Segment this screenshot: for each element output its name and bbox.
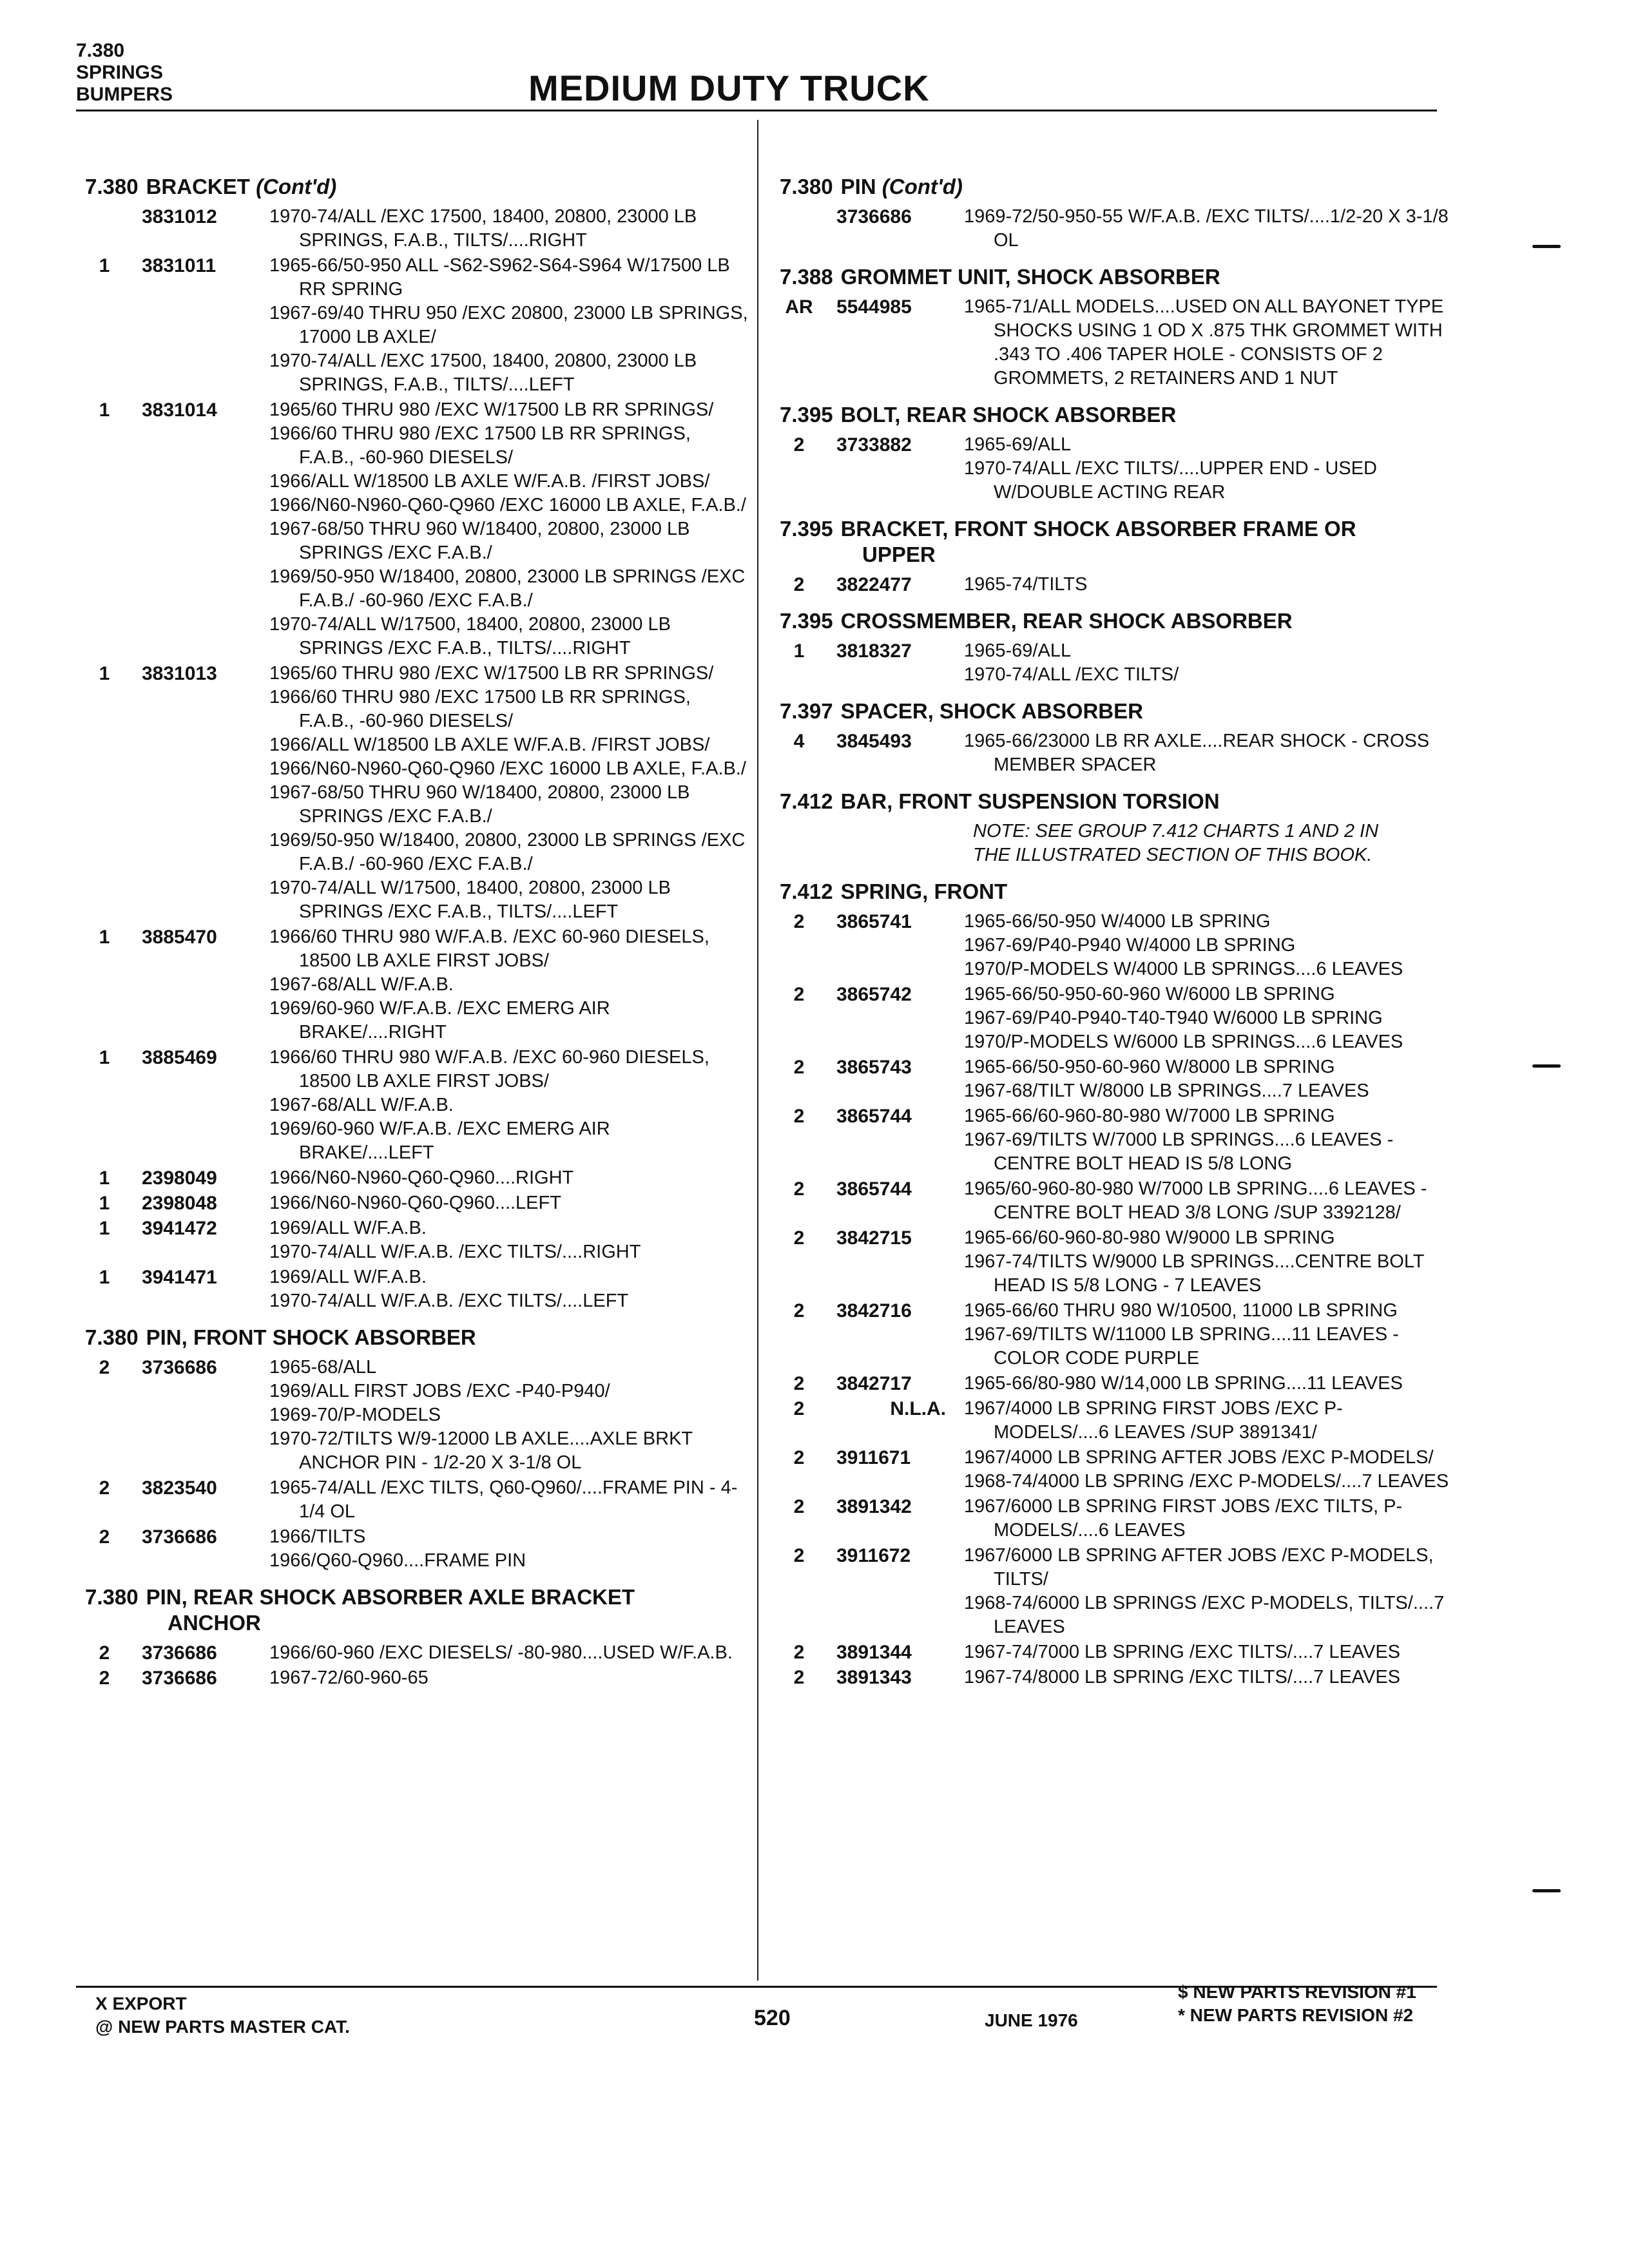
part-number: 3891344: [836, 1642, 912, 1663]
header-section-code: [76, 40, 173, 106]
part-entry: [780, 1299, 1456, 1370]
part-number: 3842715: [836, 1227, 912, 1249]
section-number: 7.395: [780, 517, 833, 541]
part-number: 2398048: [142, 1193, 217, 1214]
part-number: 5544985: [836, 296, 912, 318]
application-line: 1965-66/50-950 W/4000 LB SPRING: [964, 911, 1271, 932]
part-entry: [780, 639, 1456, 687]
part-number: 3736686: [836, 206, 912, 227]
part-number: 3818327: [836, 640, 912, 662]
application-line: 1965-66/60 THRU 980 W/10500, 11000 LB SPRING: [964, 1300, 1398, 1321]
application-line: 1967/4000 LB SPRING AFTER JOBS /EXC P-MODELS/: [964, 1447, 1434, 1468]
application-line: 1966/60 THRU 980 W/F.A.B. /EXC 60-960 DIESELS, 18500 LB AXLE FIRST JOBS/: [269, 927, 709, 971]
section-number: 7.395: [780, 609, 833, 633]
application-line: 1966/60-960 /EXC DIESELS/ -80-980....USED W/F.A.B.: [269, 1642, 733, 1663]
section-heading: [780, 516, 1456, 568]
application-line: 1967/6000 LB SPRING AFTER JOBS /EXC P-MODELS, TILTS/: [964, 1545, 1434, 1590]
application-line: 1967-69/40 THRU 950 /EXC 20800, 23000 LB SPRINGS, 17000 LB AXLE/: [269, 303, 748, 347]
application-line: 1969/60-960 W/F.A.B. /EXC EMERG AIR BRAKE/....LEFT: [269, 1119, 610, 1163]
quantity: 2: [793, 1057, 805, 1078]
section-title: PIN, REAR SHOCK ABSORBER AXLE BRACKET: [146, 1585, 635, 1609]
application-list: [964, 1495, 1456, 1542]
section-heading: [85, 174, 749, 200]
application-list: [269, 1191, 749, 1215]
application-line: 1966/60 THRU 980 W/F.A.B. /EXC 60-960 DIESELS, 18500 LB AXLE FIRST JOBS/: [269, 1047, 709, 1091]
section-title: BOLT, REAR SHOCK ABSORBER: [840, 403, 1177, 427]
application-line: 1969/50-950 W/18400, 20800, 23000 LB SPRINGS /EXC F.A.B./ -60-960 /EXC F.A.B./: [269, 830, 746, 874]
application-line: 1968-74/4000 LB SPRING /EXC P-MODELS/....7 LEAVES: [964, 1471, 1449, 1492]
application-line: 1969/ALL FIRST JOBS /EXC -P40-P940/: [269, 1381, 610, 1401]
application-line: 1970-74/ALL /EXC TILTS/....UPPER END - USED W/DOUBLE ACTING REAR: [964, 458, 1377, 503]
quantity: 2: [793, 1496, 805, 1517]
part-number: 3736686: [142, 1357, 217, 1378]
application-line: 1967-68/TILT W/8000 LB SPRINGS....7 LEAVES: [964, 1081, 1369, 1101]
quantity: 2: [99, 1477, 110, 1499]
part-number: 3865743: [836, 1057, 912, 1078]
part-entry: [780, 1640, 1456, 1664]
application-line: 1965-66/80-980 W/14,000 LB SPRING....11 LEAVES: [964, 1373, 1403, 1394]
quantity: 2: [793, 1667, 805, 1688]
continued-label: (Cont'd): [256, 175, 337, 198]
footer-legend-left: [95, 1992, 350, 2039]
section-heading: [780, 698, 1456, 724]
section-number: 7.380: [85, 1585, 139, 1609]
quantity: 1: [99, 1218, 110, 1239]
application-list: [964, 1397, 1456, 1445]
part-number: 3885470: [142, 927, 217, 948]
section-title: BRACKET: [146, 175, 250, 198]
quantity: 4: [793, 731, 805, 752]
application-list: [269, 1476, 749, 1524]
section-number: 7.380: [85, 175, 139, 198]
footer-legend-right: [1178, 1981, 1416, 2027]
application-line: 1965-74/ALL /EXC TILTS, Q60-Q960/....FRAME PIN - 4-1/4 OL: [269, 1477, 738, 1522]
margin-mark: [1532, 1889, 1561, 1892]
application-line: 1967-69/P40-P940 W/4000 LB SPRING: [964, 935, 1296, 956]
application-list: [964, 1226, 1456, 1298]
section-number: 7.395: [780, 403, 833, 427]
section-heading: [780, 174, 1456, 200]
margin-mark: [1532, 245, 1561, 248]
header-divider: [76, 110, 1437, 111]
application-line: 1967-74/TILTS W/9000 LB SPRINGS....CENTRE BOLT HEAD IS 5/8 LONG - 7 LEAVES: [964, 1251, 1424, 1296]
section-note: THE ILLUSTRATED SECTION OF THIS BOOK.: [973, 845, 1373, 865]
part-entry: [85, 1356, 749, 1475]
part-entry: [780, 910, 1456, 981]
application-line: 1967-68/50 THRU 960 W/18400, 20800, 23000 LB SPRINGS /EXC F.A.B./: [269, 782, 690, 827]
part-entry: [85, 925, 749, 1044]
part-number: 3865742: [836, 984, 912, 1005]
application-line: 1966/ALL W/18500 LB AXLE W/F.A.B. /FIRST JOBS/: [269, 471, 710, 492]
quantity: AR: [785, 296, 813, 318]
quantity: 2: [793, 574, 805, 595]
part-number: 3831011: [142, 255, 217, 276]
part-number: 3736686: [142, 1526, 217, 1548]
application-list: [964, 573, 1456, 597]
application-line: 1970/P-MODELS W/6000 LB SPRINGS....6 LEAVES: [964, 1032, 1403, 1052]
application-line: 1970-74/ALL W/17500, 18400, 20800, 23000 LB SPRINGS /EXC F.A.B., TILTS/....LEFT: [269, 878, 671, 922]
part-entry: [85, 1641, 749, 1665]
application-line: 1965-74/TILTS: [964, 574, 1088, 595]
part-number: 3885469: [142, 1047, 217, 1068]
application-line: 1970-74/ALL /EXC TILTS/: [964, 664, 1179, 685]
part-number: 3941472: [142, 1218, 217, 1239]
header-category-1: SPRINGS: [76, 62, 164, 83]
application-line: 1967-68/ALL W/F.A.B.: [269, 974, 454, 995]
section-heading: [780, 789, 1456, 814]
application-line: 1966/N60-N960-Q60-Q960....LEFT: [269, 1193, 561, 1213]
application-list: [964, 1372, 1456, 1396]
section-number: 7.388: [780, 265, 833, 289]
application-list: [269, 1666, 749, 1690]
quantity: 2: [793, 1398, 805, 1419]
application-list: [269, 1356, 749, 1475]
part-entry: [85, 1046, 749, 1165]
application-line: 1966/N60-N960-Q60-Q960 /EXC 16000 LB AXLE, F.A.B./: [269, 758, 746, 779]
section-title: PIN: [840, 175, 876, 198]
part-entry: [780, 295, 1456, 390]
part-number: 3823540: [142, 1477, 217, 1499]
left-column: [85, 162, 749, 1691]
part-entry: [780, 1372, 1456, 1396]
application-line: 1966/ALL W/18500 LB AXLE W/F.A.B. /FIRST JOBS/: [269, 735, 710, 755]
application-line: 1967-68/50 THRU 960 W/18400, 20800, 23000 LB SPRINGS /EXC F.A.B./: [269, 519, 690, 563]
quantity: 1: [99, 255, 110, 276]
quantity: 1: [793, 640, 805, 662]
application-list: [964, 1104, 1456, 1176]
quantity: 1: [99, 927, 110, 948]
application-line: 1966/60 THRU 980 /EXC 17500 LB RR SPRINGS, F.A.B., -60-960 DIESELS/: [269, 423, 691, 468]
section-title-continued: UPPER: [862, 543, 936, 566]
column-divider: [757, 120, 758, 1981]
application-line: 1967-68/ALL W/F.A.B.: [269, 1095, 454, 1115]
section-title-continued: ANCHOR: [168, 1611, 261, 1635]
application-line: 1965-66/50-950 ALL -S62-S962-S64-S964 W/17500 LB RR SPRING: [269, 255, 730, 300]
part-entry: [780, 1446, 1456, 1494]
part-number: 3842716: [836, 1300, 912, 1321]
quantity: 2: [793, 1106, 805, 1127]
application-list: [964, 205, 1456, 253]
footer-export: X EXPORT: [95, 1994, 187, 2013]
part-entry: [780, 1666, 1456, 1689]
part-number: 2398049: [142, 1168, 217, 1189]
section-number: 7.412: [780, 879, 833, 903]
part-entry: [780, 205, 1456, 253]
part-entry: [85, 398, 749, 660]
application-line: 1965/60 THRU 980 /EXC W/17500 LB RR SPRINGS/: [269, 663, 714, 684]
application-line: 1970-74/ALL W/F.A.B. /EXC TILTS/....RIGHT: [269, 1242, 641, 1262]
application-line: 1968-74/6000 LB SPRINGS /EXC P-MODELS, TILTS/....7 LEAVES: [964, 1593, 1445, 1637]
section-title: BAR, FRONT SUSPENSION TORSION: [840, 789, 1220, 813]
quantity: 2: [793, 911, 805, 932]
section-heading: [85, 1325, 749, 1350]
application-list: [964, 910, 1456, 981]
part-entry: [780, 983, 1456, 1054]
quantity: 1: [99, 1193, 110, 1214]
footer-date: JUNE 1976: [985, 2010, 1078, 2030]
section-number: 7.397: [780, 699, 833, 723]
footer-master: @ NEW PARTS MASTER CAT.: [95, 2017, 350, 2037]
section-heading: [85, 1584, 749, 1636]
application-list: [964, 729, 1456, 777]
part-number: 3733882: [836, 434, 912, 456]
application-list: [269, 1216, 749, 1264]
section-title: SPRING, FRONT: [840, 879, 1008, 903]
application-line: 1966/N60-N960-Q60-Q960 /EXC 16000 LB AXLE, F.A.B./: [269, 495, 746, 515]
application-line: 1970-74/ALL /EXC 17500, 18400, 20800, 23000 LB SPRINGS, F.A.B., TILTS/....LEFT: [269, 351, 697, 395]
part-number: 3911671: [836, 1447, 911, 1468]
application-list: [964, 983, 1456, 1054]
application-list: [964, 1446, 1456, 1494]
application-line: 1965-66/50-950-60-960 W/8000 LB SPRING: [964, 1057, 1335, 1077]
part-entry: [780, 573, 1456, 597]
application-list: [269, 398, 749, 660]
part-number: 3736686: [142, 1642, 217, 1664]
quantity: 1: [99, 1047, 110, 1068]
section-title: GROMMET UNIT, SHOCK ABSORBER: [840, 265, 1220, 289]
section-heading: [780, 608, 1456, 634]
application-line: 1965-66/50-950-60-960 W/6000 LB SPRING: [964, 984, 1335, 1004]
application-line: 1965-69/ALL: [964, 640, 1072, 661]
part-entry: [780, 729, 1456, 777]
footer-revision-2: * NEW PARTS REVISION #2: [1178, 2005, 1414, 2025]
application-line: 1965-71/ALL MODELS....USED ON ALL BAYONET TYPE SHOCKS USING 1 OD X .875 THK GROMMET WITH .343 TO .406 TAPER HOLE - CONSISTS OF 2 GROMMETS, 2 RETAINERS AND 1 NUT: [964, 296, 1444, 389]
application-line: 1967-69/TILTS W/7000 LB SPRINGS....6 LEAVES - CENTRE BOLT HEAD IS 5/8 LONG: [964, 1129, 1394, 1174]
section-title: PIN, FRONT SHOCK ABSORBER: [146, 1325, 476, 1349]
application-line: 1970-72/TILTS W/9-12000 LB AXLE....AXLE BRKT ANCHOR PIN - 1/2-20 X 3-1/8 OL: [269, 1428, 693, 1473]
application-line: 1966/60 THRU 980 /EXC 17500 LB RR SPRINGS, F.A.B., -60-960 DIESELS/: [269, 687, 691, 731]
section-number: 7.380: [85, 1325, 139, 1349]
part-number: 3911672: [836, 1545, 911, 1566]
application-line: 1969/50-950 W/18400, 20800, 23000 LB SPRINGS /EXC F.A.B./ -60-960 /EXC F.A.B./: [269, 566, 746, 611]
application-list: [269, 254, 749, 397]
part-entry: [85, 1525, 749, 1573]
application-line: 1967/4000 LB SPRING FIRST JOBS /EXC P-MODELS/....6 LEAVES /SUP 3891341/: [964, 1398, 1343, 1443]
section-title: CROSSMEMBER, REAR SHOCK ABSORBER: [840, 609, 1293, 633]
part-entry: [780, 433, 1456, 505]
application-line: 1969/60-960 W/F.A.B. /EXC EMERG AIR BRAKE/....RIGHT: [269, 998, 610, 1043]
quantity: 2: [793, 1545, 805, 1566]
part-entry: [780, 1397, 1456, 1445]
quantity: 2: [793, 1227, 805, 1249]
section-heading: [780, 402, 1456, 428]
part-entry: [780, 1177, 1456, 1225]
quantity: 2: [793, 1642, 805, 1663]
application-line: 1967-69/TILTS W/11000 LB SPRING....11 LEAVES - COLOR CODE PURPLE: [964, 1324, 1399, 1369]
application-list: [964, 1666, 1456, 1689]
header-code: 7.380: [76, 40, 125, 61]
section-heading: [780, 264, 1456, 290]
application-list: [269, 1641, 749, 1665]
part-entry: [85, 254, 749, 397]
application-line: 1965-66/23000 LB RR AXLE....REAR SHOCK - CROSS MEMBER SPACER: [964, 731, 1430, 775]
application-list: [964, 433, 1456, 505]
application-line: 1965/60 THRU 980 /EXC W/17500 LB RR SPRINGS/: [269, 399, 714, 420]
part-entry: [780, 1055, 1456, 1103]
section-title: BRACKET, FRONT SHOCK ABSORBER FRAME OR: [840, 517, 1356, 541]
part-number: 3845493: [836, 731, 912, 752]
application-line: 1970-74/ALL /EXC 17500, 18400, 20800, 23000 LB SPRINGS, F.A.B., TILTS/....RIGHT: [269, 206, 697, 251]
section-title: SPACER, SHOCK ABSORBER: [840, 699, 1143, 723]
quantity: 2: [99, 1667, 110, 1689]
quantity: 2: [793, 1178, 805, 1200]
application-line: 1966/Q60-Q960....FRAME PIN: [269, 1550, 526, 1571]
application-list: [964, 639, 1456, 687]
page-title: MEDIUM DUTY TRUCK: [528, 68, 930, 108]
application-list: [964, 1544, 1456, 1639]
part-number: 3736686: [142, 1667, 217, 1689]
quantity: 2: [793, 434, 805, 456]
page-number: 520: [754, 2006, 791, 2030]
part-entry: [85, 1191, 749, 1215]
application-line: 1965/60-960-80-980 W/7000 LB SPRING....6 LEAVES - CENTRE BOLT HEAD 3/8 LONG /SUP 3392128/: [964, 1178, 1427, 1223]
application-list: [269, 1525, 749, 1573]
application-line: 1970-74/ALL W/17500, 18400, 20800, 23000 LB SPRINGS /EXC F.A.B., TILTS/....RIGHT: [269, 614, 671, 658]
quantity: 2: [793, 984, 805, 1005]
application-line: 1965-68/ALL: [269, 1357, 377, 1378]
application-line: 1966/TILTS: [269, 1526, 366, 1547]
section-heading: [780, 879, 1456, 905]
quantity: 2: [793, 1373, 805, 1394]
quantity: 1: [99, 1267, 110, 1288]
application-line: 1967-74/8000 LB SPRING /EXC TILTS/....7 LEAVES: [964, 1667, 1401, 1687]
quantity: 2: [99, 1357, 110, 1378]
application-line: 1970-74/ALL W/F.A.B. /EXC TILTS/....LEFT: [269, 1291, 629, 1311]
part-entry: [85, 662, 749, 924]
application-line: 1967-72/60-960-65: [269, 1667, 429, 1688]
application-list: [964, 295, 1456, 390]
part-number: 3831012: [142, 206, 217, 227]
part-entry: [85, 1666, 749, 1690]
quantity: 1: [99, 399, 110, 421]
footer-revision-1: $ NEW PARTS REVISION #1: [1178, 1982, 1416, 2002]
section-note: NOTE: SEE GROUP 7.412 CHARTS 1 AND 2 IN: [973, 821, 1379, 841]
section-number: 7.380: [780, 175, 833, 198]
part-entry: [780, 1495, 1456, 1542]
application-list: [269, 1166, 749, 1190]
application-line: 1967-74/7000 LB SPRING /EXC TILTS/....7 LEAVES: [964, 1642, 1401, 1662]
part-number: 3941471: [142, 1267, 217, 1288]
application-line: 1970/P-MODELS W/4000 LB SPRINGS....6 LEAVES: [964, 959, 1403, 979]
part-number: 3865741: [836, 911, 912, 932]
application-list: [964, 1055, 1456, 1103]
application-list: [269, 662, 749, 924]
part-entry: [85, 1265, 749, 1313]
part-number: 3822477: [836, 574, 912, 595]
continued-label: (Cont'd): [882, 175, 963, 198]
application-line: 1969-72/50-950-55 W/F.A.B. /EXC TILTS/....1/2-20 X 3-1/8 OL: [964, 206, 1449, 251]
part-entry: [780, 1226, 1456, 1298]
application-list: [964, 1177, 1456, 1225]
quantity: 2: [793, 1300, 805, 1321]
application-line: 1969/ALL W/F.A.B.: [269, 1218, 427, 1238]
part-entry: [85, 205, 749, 253]
part-entry: [85, 1166, 749, 1190]
application-list: [269, 1265, 749, 1313]
quantity: 1: [99, 663, 110, 684]
part-entry: [85, 1476, 749, 1524]
part-number: 3865744: [836, 1106, 912, 1127]
part-entry: [85, 1216, 749, 1264]
application-list: [269, 925, 749, 1044]
part-number: N.L.A.: [890, 1398, 946, 1419]
margin-mark: [1532, 1064, 1561, 1068]
application-list: [269, 205, 749, 253]
quantity: 2: [99, 1642, 110, 1664]
application-line: 1965-66/60-960-80-980 W/7000 LB SPRING: [964, 1106, 1335, 1126]
quantity: 2: [793, 1447, 805, 1468]
part-number: 3865744: [836, 1178, 912, 1200]
section-number: 7.412: [780, 789, 833, 813]
application-line: 1969/ALL W/F.A.B.: [269, 1267, 427, 1287]
application-line: 1965-66/60-960-80-980 W/9000 LB SPRING: [964, 1227, 1335, 1248]
quantity: 2: [99, 1526, 110, 1548]
part-number: 3831014: [142, 399, 217, 421]
part-entry: [780, 1104, 1456, 1176]
part-number: 3891343: [836, 1667, 912, 1688]
quantity: 1: [99, 1168, 110, 1189]
part-number: 3831013: [142, 663, 217, 684]
application-line: 1967/6000 LB SPRING FIRST JOBS /EXC TILTS, P-MODELS/....6 LEAVES: [964, 1496, 1403, 1541]
application-line: 1966/N60-N960-Q60-Q960....RIGHT: [269, 1168, 574, 1188]
right-column: [780, 162, 1456, 1691]
header-category-2: BUMPERS: [76, 84, 173, 105]
application-line: 1967-69/P40-P940-T40-T940 W/6000 LB SPRING: [964, 1008, 1383, 1028]
application-line: 1965-69/ALL: [964, 434, 1072, 455]
part-entry: [780, 1544, 1456, 1639]
application-list: [269, 1046, 749, 1165]
part-number: 3891342: [836, 1496, 912, 1517]
part-number: 3842717: [836, 1373, 912, 1394]
application-list: [964, 1640, 1456, 1664]
application-line: 1969-70/P-MODELS: [269, 1405, 441, 1425]
application-list: [964, 1299, 1456, 1370]
